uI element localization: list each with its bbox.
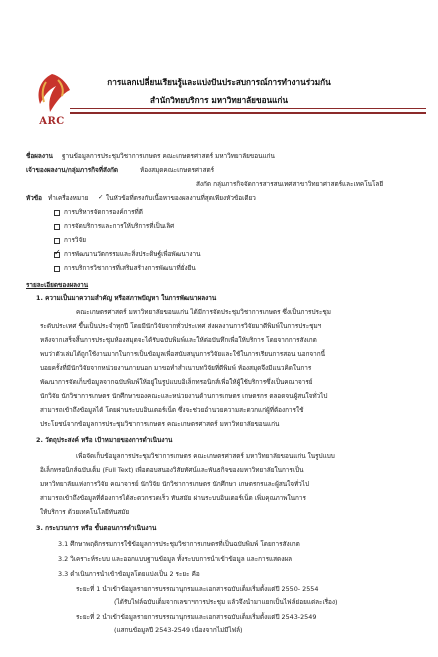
section1-line: นักวิจัย นักวิชาการเกษตร นักศึกษาของคณะและหน่วยงานด้านการเกษตร เกษตรกร ตลอดจนผู้สนใจทั่วไป	[40, 392, 328, 400]
category-checkbox-0[interactable]	[54, 210, 60, 216]
owner-value: ห้องสมุดคณะเกษตรศาสตร์	[140, 166, 215, 174]
category-instruction-detail: ในหัวข้อที่ตรงกับเนื้อหาของผลงานที่สุดเพียงหัวข้อเดียว	[106, 194, 256, 202]
section3-step: 3.2 วิเคราะห์ระบบ และออกแบบฐานข้อมูล ทั้งระบบการนำเข้าข้อมูล และการแสดงผล	[58, 555, 292, 563]
owner-label: เจ้าของผลงาน/กลุ่มภารกิจที่สังกัด	[26, 166, 119, 174]
category-option-label: การบริหารจัดการองค์การที่ดี	[64, 208, 143, 216]
header-rule	[70, 108, 426, 109]
section1-line: สามารถเข้าถึงข้อมูลได้ โดยผ่านระบบอินเตอร์เน็ต ซึ่งจะช่วยอำนวยความสะดวกแก่ผู้ที่ต้องการใช้	[40, 406, 304, 414]
section1-line: พบว่าตัวเล่มได้ถูกใช้งานมากในการเป็นข้อมูลเพื่อสนับสนุนการวิจัยและใช้ในการเรียนการสอน นอกจากนี้	[40, 350, 326, 358]
category-instruction: ทำเครื่องหมาย	[48, 194, 89, 202]
project-name-value: ฐานข้อมูลการประชุมวิชาการเกษตร คณะเกษตรศาสตร์ มหาวิทยาลัยขอนแก่น	[62, 152, 275, 160]
category-checkbox-4[interactable]	[54, 266, 60, 272]
category-checkbox-3-checked[interactable]	[54, 248, 61, 258]
phase1-line2: (ได้รับไฟล์ฉบับเต็มจากเลขาฯการประชุม แล้วจึงนำมาแยกเป็นไฟล์ย่อยแต่ละเรื่อง)	[114, 598, 338, 606]
section1-line: คณะเกษตรศาสตร์ มหาวิทยาลัยขอนแก่น ได้มีการจัดประชุมวิชาการเกษตร ซึ่งเป็นการประชุม	[76, 308, 331, 316]
section2-line: ให้บริการ ด้วยเทคโนโลยีทันสมัย	[40, 508, 130, 516]
category-option-label: การวิจัย	[64, 236, 86, 244]
section3-step: 3.1 ศึกษาพฤติกรรมการใช้ข้อมูลการประชุมวิชาการเกษตรที่เป็นฉบับพิมพ์ โดยการสังเกต	[58, 540, 300, 548]
section1-line: บอยครั้งที่มีนักวิจัยจากหน่วยงานภายนอก มาขอทำสำเนาบทวิจัยที่ตีพิมพ์ ห้องสมุดจึงมีแนวคิดในการ	[40, 364, 312, 372]
section2-line: อิเล็กทรอนิกส์ฉบับเต็ม (Full Text) เพื่อตอบสนองวิสัยทัศน์และพันธกิจของมหาวิทยาลัยในการเป็น	[40, 466, 304, 474]
document-title-line1: การแลกเปลี่ยนเรียนรู้และแบ่งปันประสบการณ์การทำงานร่วมกัน	[107, 77, 331, 87]
phase2-line2: (แสกนข้อมูลปี 2543-2549 เนื่องจากไม่มีไฟล์)	[114, 626, 243, 634]
section3-heading: 3. กระบวนการ หรือ ขั้นตอนการดำเนินงาน	[36, 524, 157, 532]
details-heading: รายละเอียดของผลงาน	[26, 281, 89, 289]
section1-heading: 1. ความเป็นมาความสำคัญ หรือสภาพปัญหา ในการพัฒนาผลงาน	[36, 294, 217, 302]
phase1-line1: ระยะที่ 1 นำเข้าข้อมูลรายการบรรณานุกรมและเอกสารฉบับเต็มเริ่มตั้งแต่ปี 2550- 2554	[76, 585, 319, 593]
logo-text: ARC	[39, 116, 65, 127]
header-rule-thick	[70, 112, 426, 114]
section1-line: หลังจากเสร็จสิ้นการประชุมห้องสมุดจะได้รับฉบับพิมพ์และให้ต่อบันทึกเพื่อให้บริการ โดยจากการสังเกต	[40, 336, 317, 344]
category-checkbox-1[interactable]	[54, 224, 60, 230]
section2-line: มหาวิทยาลัยแห่งการวิจัย คณาจารย์ นักวิจัย นักวิชาการเกษตร นักศึกษา เกษตรกรและผู้สนใจทั่วไป	[40, 480, 310, 488]
section3-step: 3.3 ดำเนินการนำเข้าข้อมูลโดยแบ่งเป็น 2 ระยะ คือ	[58, 570, 200, 578]
category-option-label: การบริการวิชาการที่เสริมสร้างการพัฒนาที่ยั่งยืน	[64, 264, 196, 272]
section2-line: สามารถเข้าถึงข้อมูลที่ต้องการได้สะดวกรวดเร็ว ทันสมัย ผ่านระบบอินเตอร์เน็ต เพิ่มคุณภาพในการ	[40, 494, 306, 502]
category-label: หัวข้อ	[26, 194, 43, 202]
category-checkbox-2[interactable]	[54, 238, 60, 244]
project-name-label: ชื่อผลงาน	[26, 152, 53, 160]
checkmark-icon: ✓	[98, 193, 104, 201]
section1-line: ประโยชน์จากข้อมูลการประชุมวิชาการเกษตร คณะเกษตรศาสตร์ มหาวิทยาลัยขอนแก่น	[40, 420, 280, 428]
category-option-label: การจัดบริการและการให้บริการที่เป็นเลิศ	[64, 222, 175, 230]
affiliation: สังกัด กลุ่มภารกิจจัดการสารสนเทศสาขาวิทยาศาสตร์และเทคโนโลยี	[196, 180, 384, 188]
phase2-line1: ระยะที่ 2 นำเข้าข้อมูลรายการบรรณานุกรมและเอกสารฉบับเต็มเริ่มตั้งแต่ปี 2543-2549	[76, 613, 317, 621]
section2-line: เพื่อจัดเก็บข้อมูลการประชุมวิชาการเกษตร คณะเกษตรศาสตร์ มหาวิทยาลัยขอนแก่น ในรูปแบบ	[76, 452, 335, 460]
section1-line: ระดับประเทศ ขึ้นเป็นประจำทุกปี โดยมีนักวิจัยจากทั่วประเทศ ส่งผลงานการวิจัยมาตีพิมพ์ในการประชุมฯ	[40, 322, 322, 330]
category-option-label: การพัฒนานวัตกรรมและสิ่งประดิษฐ์เพื่อพัฒนางาน	[64, 250, 201, 258]
section2-heading: 2. วัตถุประสงค์ หรือ เป้าหมายของการดำเนินงาน	[36, 436, 173, 444]
section1-line: พัฒนาการจัดเก็บข้อมูลจากฉบับพิมพ์ให้อยู่ในรูปแบบอิเล็กทรอนิกส์เพื่อให้ผู้ใช้บริการซึ่งเป็นคณาจารย์	[40, 378, 313, 386]
checkmark-icon: ✓	[54, 248, 61, 257]
document-title-line2: สำนักวิทยบริการ มหาวิทยาลัยขอนแก่น	[150, 95, 288, 105]
